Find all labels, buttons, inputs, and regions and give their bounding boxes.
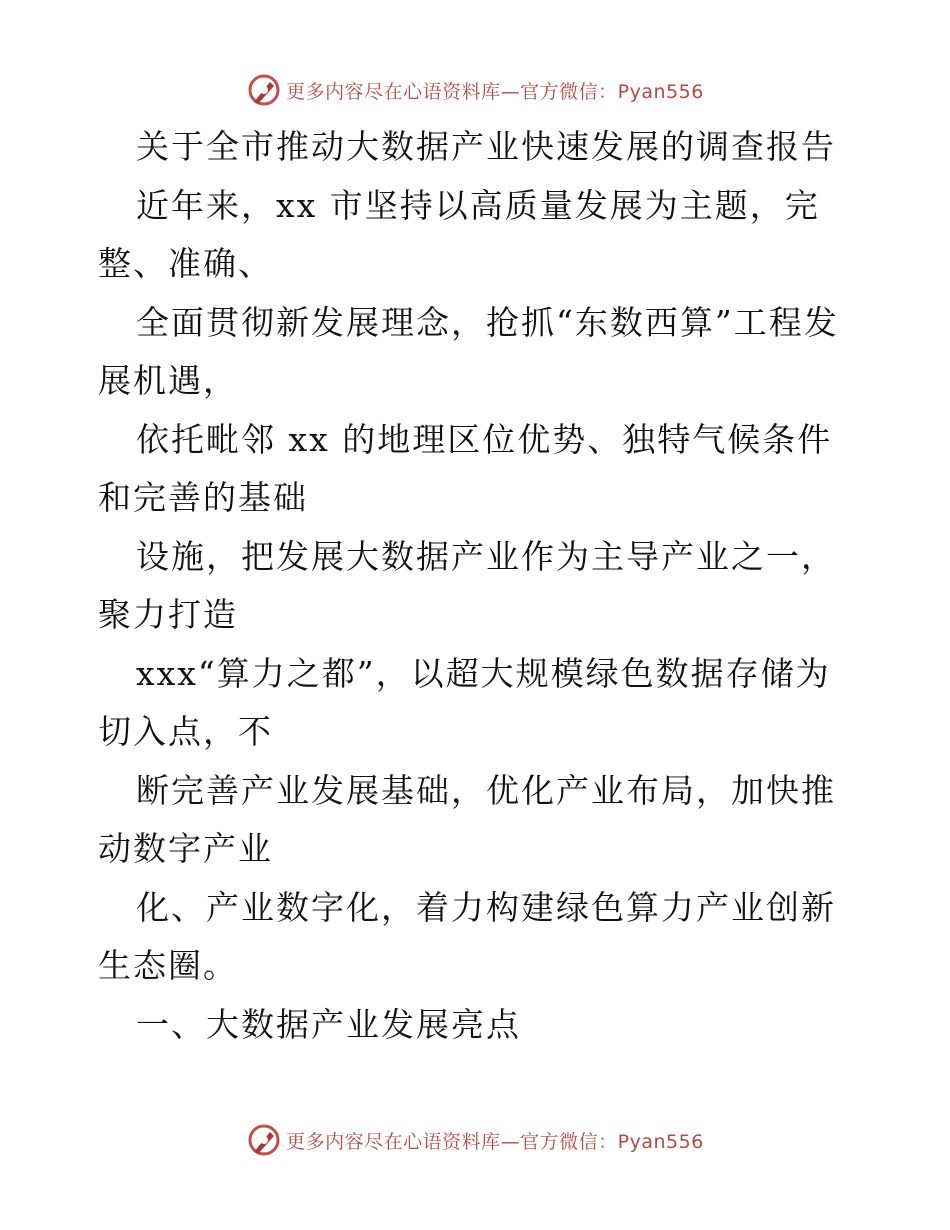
paragraph: 近年来，xx 市坚持以高质量发展为主题，完整、准确、 [98,185,820,283]
paragraph: 全面贯彻新发展理念，抢抓“东数西算”工程发展机遇， [98,302,839,400]
paragraph: 依托毗邻 xx 的地理区位优势、独特气候条件和完善的基础 [98,419,833,517]
paragraph: xxx“算力之都”，以超大规模绿色数据存储为切入点，不 [98,653,831,751]
document-body [98,118,858,1054]
document-title: 关于全市推动大数据产业快速发展的调查报告 [136,127,836,166]
header-watermark [0,72,950,108]
pen-logo-icon [246,1122,282,1158]
watermark-text: 更多内容尽在心语资料库—官方微信：Pyan556 [286,80,704,103]
footer-watermark [0,1122,950,1158]
paragraph: 设施，把发展大数据产业作为主导产业之一，聚力打造 [98,536,836,634]
section-heading: 一、大数据产业发展亮点 [136,1004,521,1044]
watermark-text: 更多内容尽在心语资料库—官方微信：Pyan556 [286,1130,704,1153]
pen-logo-icon [246,72,282,108]
paragraph: 断完善产业发展基础，优化产业布局，加快推动数字产业 [98,770,836,868]
paragraph: 化、产业数字化，着力构建绿色算力产业创新生态圈。 [98,887,836,985]
